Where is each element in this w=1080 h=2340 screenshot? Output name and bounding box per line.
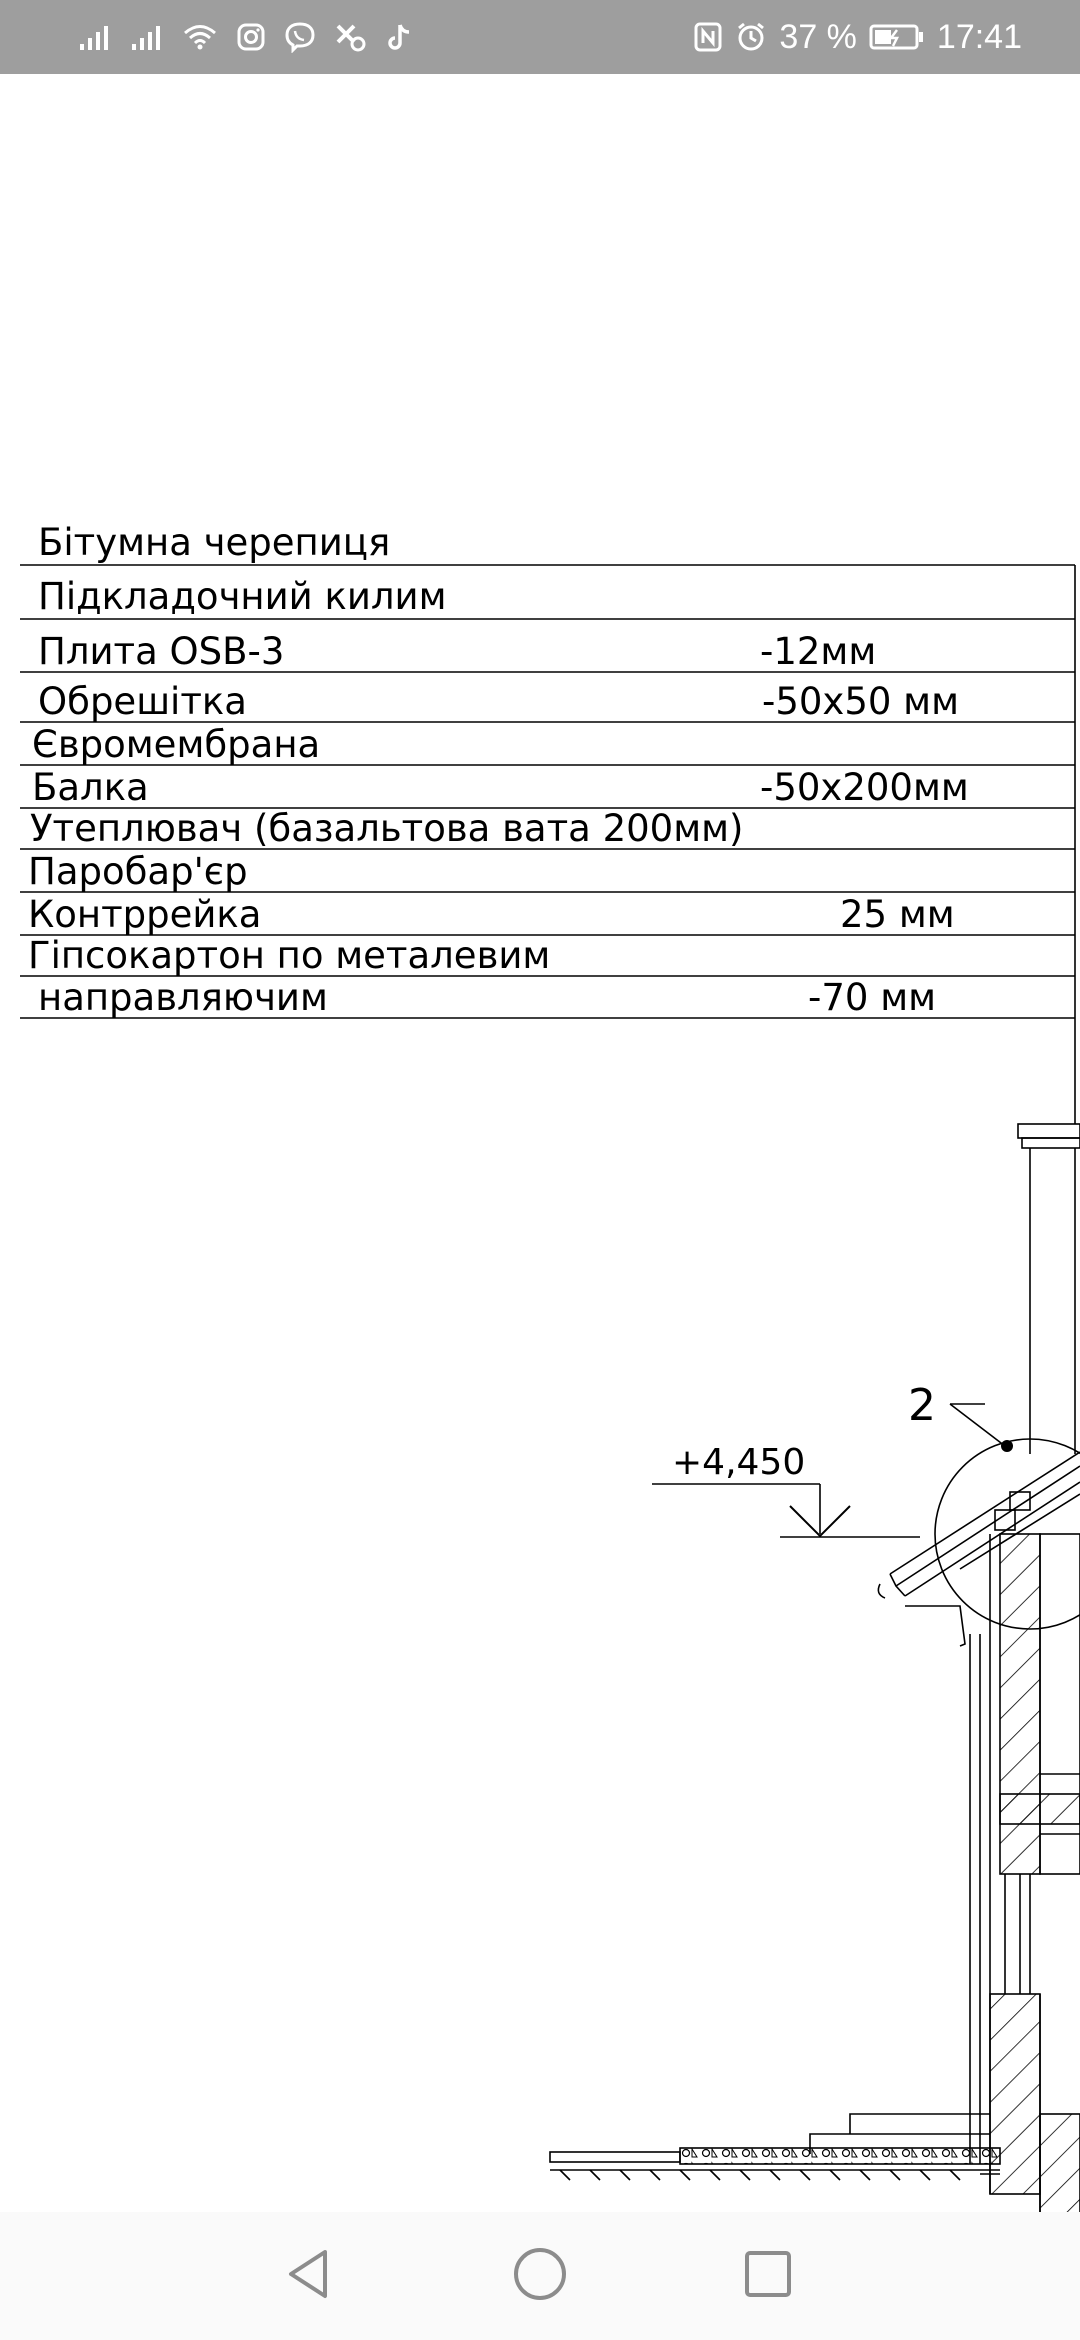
status-bar	[0, 0, 1080, 74]
status-left-icons	[78, 0, 412, 74]
recents-icon	[743, 2249, 793, 2303]
callout-number: 2	[908, 1380, 936, 1431]
legend-label: направляючим	[38, 976, 328, 1019]
legend-label: Євромембрана	[32, 723, 321, 766]
recents-button[interactable]	[728, 2236, 808, 2316]
legend-label: Гіпсокартон по металевим	[28, 934, 551, 977]
elevation-label: +4,450	[672, 1442, 806, 1483]
legend-label: Утеплювач (базальтова вата 200мм)	[30, 807, 744, 850]
clock-time: 17:41	[936, 17, 1022, 56]
instagram-icon	[236, 22, 266, 52]
legend-label: Балка	[32, 766, 149, 809]
elevation-mark	[652, 1442, 920, 1537]
legend-value: -12мм	[760, 630, 877, 673]
signal-icon	[130, 22, 164, 52]
viber-icon	[284, 21, 316, 53]
status-right-icons	[693, 0, 1022, 74]
battery-icon	[869, 22, 925, 52]
legend-label: Підкладочний килим	[38, 575, 447, 618]
nfc-icon	[693, 21, 723, 53]
building-section	[550, 1124, 1080, 2212]
navigation-bar	[0, 2212, 1080, 2340]
detail-callout	[908, 1380, 1080, 1629]
back-icon	[283, 2246, 333, 2306]
tiktok-icon	[386, 22, 412, 52]
legend-value: -70 мм	[808, 976, 937, 1019]
legend-label: Плита OSB-3	[38, 630, 285, 673]
drawing-canvas[interactable]	[0, 74, 1080, 2212]
legend-label: Обрешітка	[38, 680, 247, 723]
legend-label: Бітумна черепиця	[38, 521, 391, 564]
legend-value: 25 мм	[840, 893, 955, 936]
home-icon	[512, 2246, 568, 2306]
legend-value: -50х200мм	[760, 766, 969, 809]
legend-label: Контррейка	[28, 893, 262, 936]
back-button[interactable]	[268, 2236, 348, 2316]
legend-value: -50х50 мм	[762, 680, 959, 723]
home-button[interactable]	[500, 2236, 580, 2316]
signal-icon	[78, 22, 112, 52]
app-icon	[334, 22, 368, 52]
legend-label: Паробар'єр	[28, 850, 248, 893]
battery-percent: 37 %	[779, 17, 857, 56]
wifi-icon	[182, 22, 218, 52]
alarm-icon	[735, 21, 767, 53]
